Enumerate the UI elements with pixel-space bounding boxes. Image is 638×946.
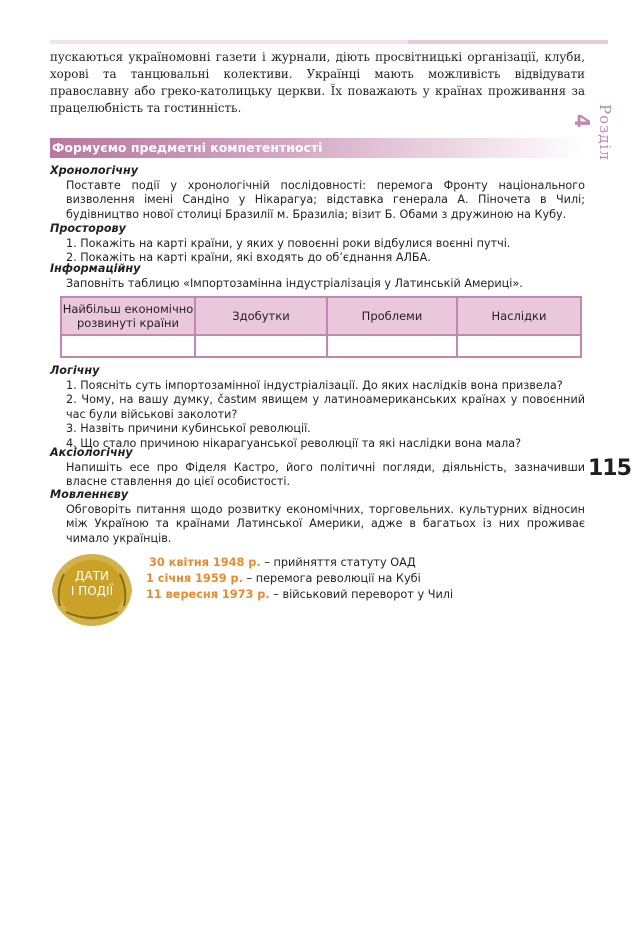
spatial-task xyxy=(50,222,585,266)
table-cell xyxy=(457,335,581,357)
logical-task xyxy=(50,364,585,451)
logical-item: 3. Назвіть причини кубинської революції. xyxy=(66,422,311,435)
chronological-label: Хронологічну xyxy=(50,164,138,177)
chronological-text: Поставте події у хронологічній послідовності: перемога Фронту національного визволення імені Сандіно у Нікарагуа; відставка генерала А. Піночета в Чилі; будівництво нової столиці Бразилії м. Бразиліа; візит Б. Обами з дружиною на Кубу. xyxy=(66,178,585,221)
table-header-row xyxy=(61,297,581,335)
informational-label: Інформаційну xyxy=(50,262,141,275)
section-side-label xyxy=(570,50,638,161)
logical-item: 4. Що стало причиною нікарагуанської революції та які наслідки вона мала? xyxy=(66,436,522,450)
axiological-text: Напишіть есе про Фіделя Кастро, його політичні погляди, діяльність, зазначивши власне ставлення до цієї особистості. xyxy=(66,460,585,488)
date-entry xyxy=(146,571,453,587)
table-header-cell: Здобутки xyxy=(195,297,327,335)
informational-text: Заповніть таблицю «Імпортозамінна індустріалізація у Латинській Америці». xyxy=(66,276,523,290)
badge-line-2: І ПОДІЇ xyxy=(70,584,114,598)
date-text: 30 квітня 1948 р. xyxy=(149,556,261,569)
date-text: 1 січня 1959 р. xyxy=(146,572,243,585)
page-number: 115 xyxy=(588,456,631,481)
event-text: – перемога революції на Кубі xyxy=(242,572,421,585)
speech-label: Мовленнєву xyxy=(50,488,129,501)
logical-item: 1. Поясніть суть імпортозамінної індустріалізації. До яких наслідків вона призвела? xyxy=(66,378,563,392)
event-text: – військовий переворот у Чилі xyxy=(269,588,454,601)
date-text: 11 вересня 1973 р. xyxy=(146,588,270,601)
table-cell xyxy=(195,335,327,357)
spatial-item: 2. Покажіть на карті країни, які входять до об’єднання АЛБА. xyxy=(66,251,431,264)
top-decor-bar xyxy=(50,40,408,44)
axiological-task xyxy=(50,446,585,490)
informational-task xyxy=(50,262,585,291)
top-decor-bar-right xyxy=(408,40,608,44)
date-entry xyxy=(146,587,453,603)
section-title: Формуємо предметні компетентності xyxy=(50,138,585,158)
date-entry xyxy=(146,555,453,571)
spatial-item: 1. Покажіть на карті країни, у яких у повоєнні роки відбулися воєнні путчі. xyxy=(66,236,511,250)
dates-events-badge xyxy=(52,552,138,628)
table-header-cell: Проблеми xyxy=(327,297,457,335)
spatial-label: Просторову xyxy=(50,222,126,235)
badge-line-1: ДАТИ xyxy=(75,569,109,583)
section-number: 4 xyxy=(570,114,594,128)
table-header-cell: Найбільш економічно розвинуті країни xyxy=(61,297,195,335)
intro-paragraph: пускаються україномовні газети і журнали, діють просвітницькі організації, клуби, хорові та танцювальні колективи. Українці мають можливість відвідувати православну або греко-католицьку церкви. Їх поважають у країнах проживання за працелюбність та гостинність. xyxy=(50,50,585,115)
section-word: Розділ xyxy=(596,104,614,161)
speech-text: Обговоріть питання щодо розвитку економічних, торговельних. культурних відносин між Україною та країнами Латинської Америки, адже в багатьох із них проживає чимало українців. xyxy=(66,502,585,545)
logical-item: 2. Чому, на вашу думку, častим явищем у латиноамериканських країнах у повоєнний час були військові заколоти? xyxy=(66,393,585,421)
event-text: – прийняття статуту ОАД xyxy=(260,556,416,569)
industrialization-table xyxy=(60,296,582,358)
table-header-cell: Наслідки xyxy=(457,297,581,335)
speech-task xyxy=(50,488,585,546)
table-row xyxy=(61,335,581,357)
logical-label: Логічну xyxy=(50,364,100,377)
chronological-task xyxy=(50,164,585,222)
table-cell xyxy=(327,335,457,357)
table-cell xyxy=(61,335,195,357)
dates-list xyxy=(146,555,453,603)
axiological-label: Аксіологічну xyxy=(50,446,133,459)
